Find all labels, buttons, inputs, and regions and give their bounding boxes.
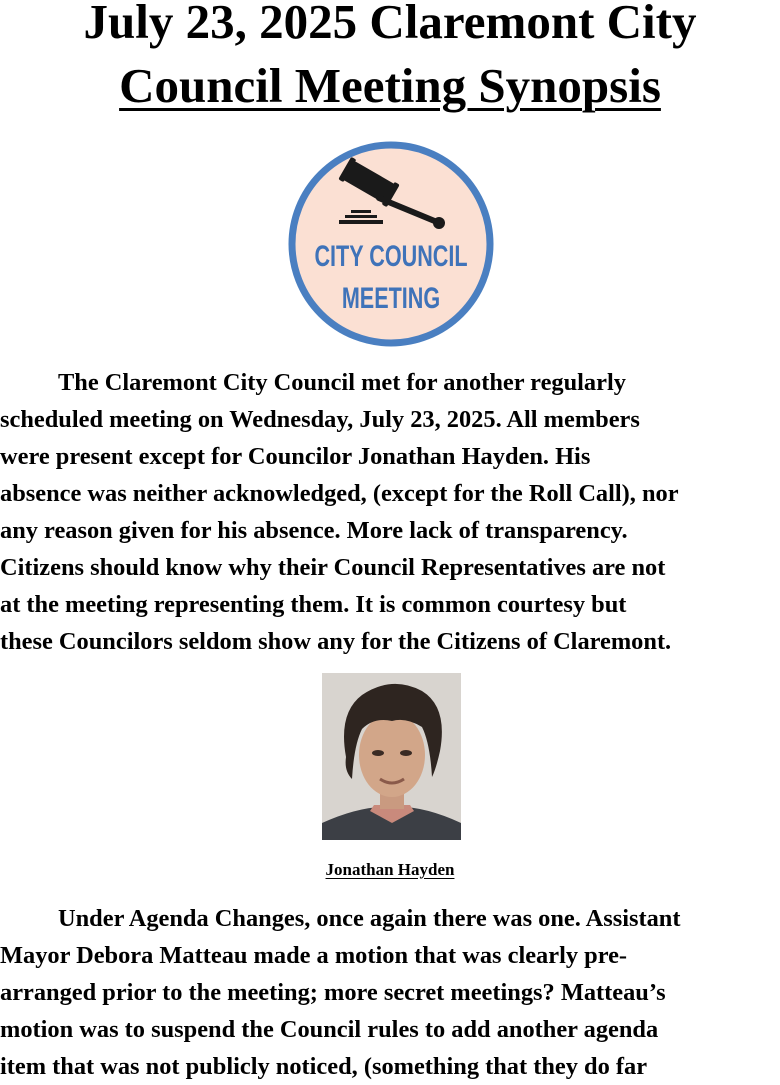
paragraph-line: Mayor Debora Matteau made a motion that was clearly pre- [0, 942, 628, 969]
portrait-photo [322, 673, 461, 840]
paragraph-line: were present except for Councilor Jonathan Hayden. His [0, 443, 591, 470]
paragraph-2 [0, 900, 780, 1085]
paragraph-line: motion was to suspend the Council rules to add another agenda [0, 1016, 659, 1043]
logo-text-line-1: CITY COUNCIL [314, 238, 468, 273]
paragraph-line: any reason given for his absence. More lack of transparency. [0, 517, 628, 544]
paragraph-line: arranged prior to the meeting; more secret meetings? Matteau’s [0, 979, 666, 1006]
title-line-1: July 23, 2025 Claremont City [83, 0, 697, 49]
paragraph-line: Under Agenda Changes, once again there was one. Assistant [58, 905, 681, 932]
paragraph-1 [0, 364, 780, 660]
paragraph-line: absence was neither acknowledged, (except for the Roll Call), nor [0, 480, 679, 507]
document-title [0, 0, 780, 117]
paragraph-line: scheduled meeting on Wednesday, July 23, 2025. All members [0, 406, 640, 433]
paragraph-line: The Claremont City Council met for another regularly [58, 369, 626, 396]
paragraph-line: at the meeting representing them. It is common courtesy but [0, 591, 627, 618]
city-council-meeting-logo [287, 140, 495, 348]
logo-text-line-2: MEETING [341, 280, 441, 315]
paragraph-line: Citizens should know why their Council Representatives are not [0, 554, 666, 581]
paragraph-line: item that was not publicly noticed, (something that they do far [0, 1053, 648, 1080]
title-line-2: Council Meeting Synopsis [119, 57, 661, 113]
photo-caption: Jonathan Hayden [325, 860, 455, 879]
paragraph-line: these Councilors seldom show any for the Citizens of Claremont. [0, 628, 672, 655]
